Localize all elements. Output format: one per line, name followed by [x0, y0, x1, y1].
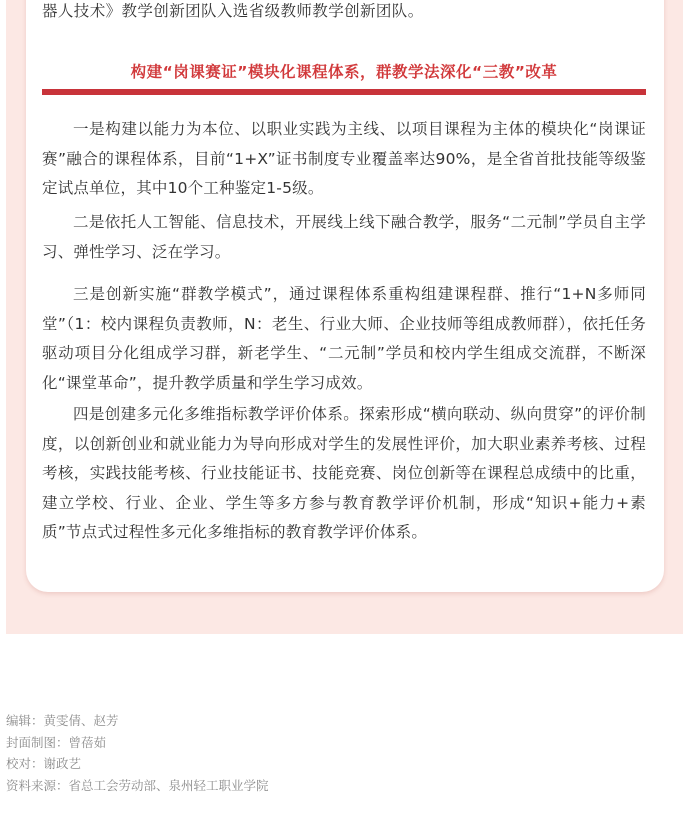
credit-source: 资料来源：省总工会劳动部、泉州轻工职业学院	[6, 777, 269, 793]
paragraph-curriculum-system: 一是构建以能力为本位、以职业实践为主线、以项目课程为主体的模块化“岗课证赛”融合的课程体系，目前“1+X”证书制度专业覆盖率达90%，是全省首批技能等级鉴定试点单位，其中10个工种鉴定1-5级。	[42, 120, 646, 197]
paragraph-evaluation-system: 四是创建多元化多维指标教学评价体系。探索形成“横向联动、纵向贯穿”的评价制度，以创新创业和就业能力为导向形成对学生的发展性评价，加大职业素养考核、过程考核，实践技能考核、行业技能证书、技能竞赛、岗位创新等在课程总成绩中的比重，建立学校、行业、企业、学生等多方参与教育教学评价机制，形成“知识+能力+素质”节点式过程性多元化多维指标的教育教学评价体系。	[42, 405, 646, 541]
paragraph-group-teaching: 三是创新实施“群教学模式”，通过课程体系重构组建课程群、推行“1+N多师同堂”（1：校内课程负责教师，N：老生、行业大师、企业技师等组成教师群），依托任务驱动项目分化组成学习群，新老学生、“二元制”学员和校内学生组成交流群，不断深化“课堂革命”，提升教学质量和学生学习成效。	[42, 285, 646, 392]
intro-paragraph-tail: 器人技术》教学创新团队入选省级教师教学创新团队。	[42, 2, 424, 20]
credit-cover-design: 封面制图：曾蓓茹	[6, 734, 107, 750]
credit-editor: 编辑：黄雯倩、赵芳	[6, 713, 119, 728]
section-heading: 构建“岗课赛证”模块化课程体系，群教学法深化“三教”改革	[130, 63, 558, 81]
heading-divider	[42, 89, 646, 95]
credits-block	[6, 710, 269, 796]
credit-proofreader: 校对：谢政艺	[6, 756, 82, 771]
paragraph-blended-learning: 二是依托人工智能、信息技术，开展线上线下融合教学，服务“二元制”学员自主学习、弹性学习、泛在学习。	[42, 213, 646, 261]
